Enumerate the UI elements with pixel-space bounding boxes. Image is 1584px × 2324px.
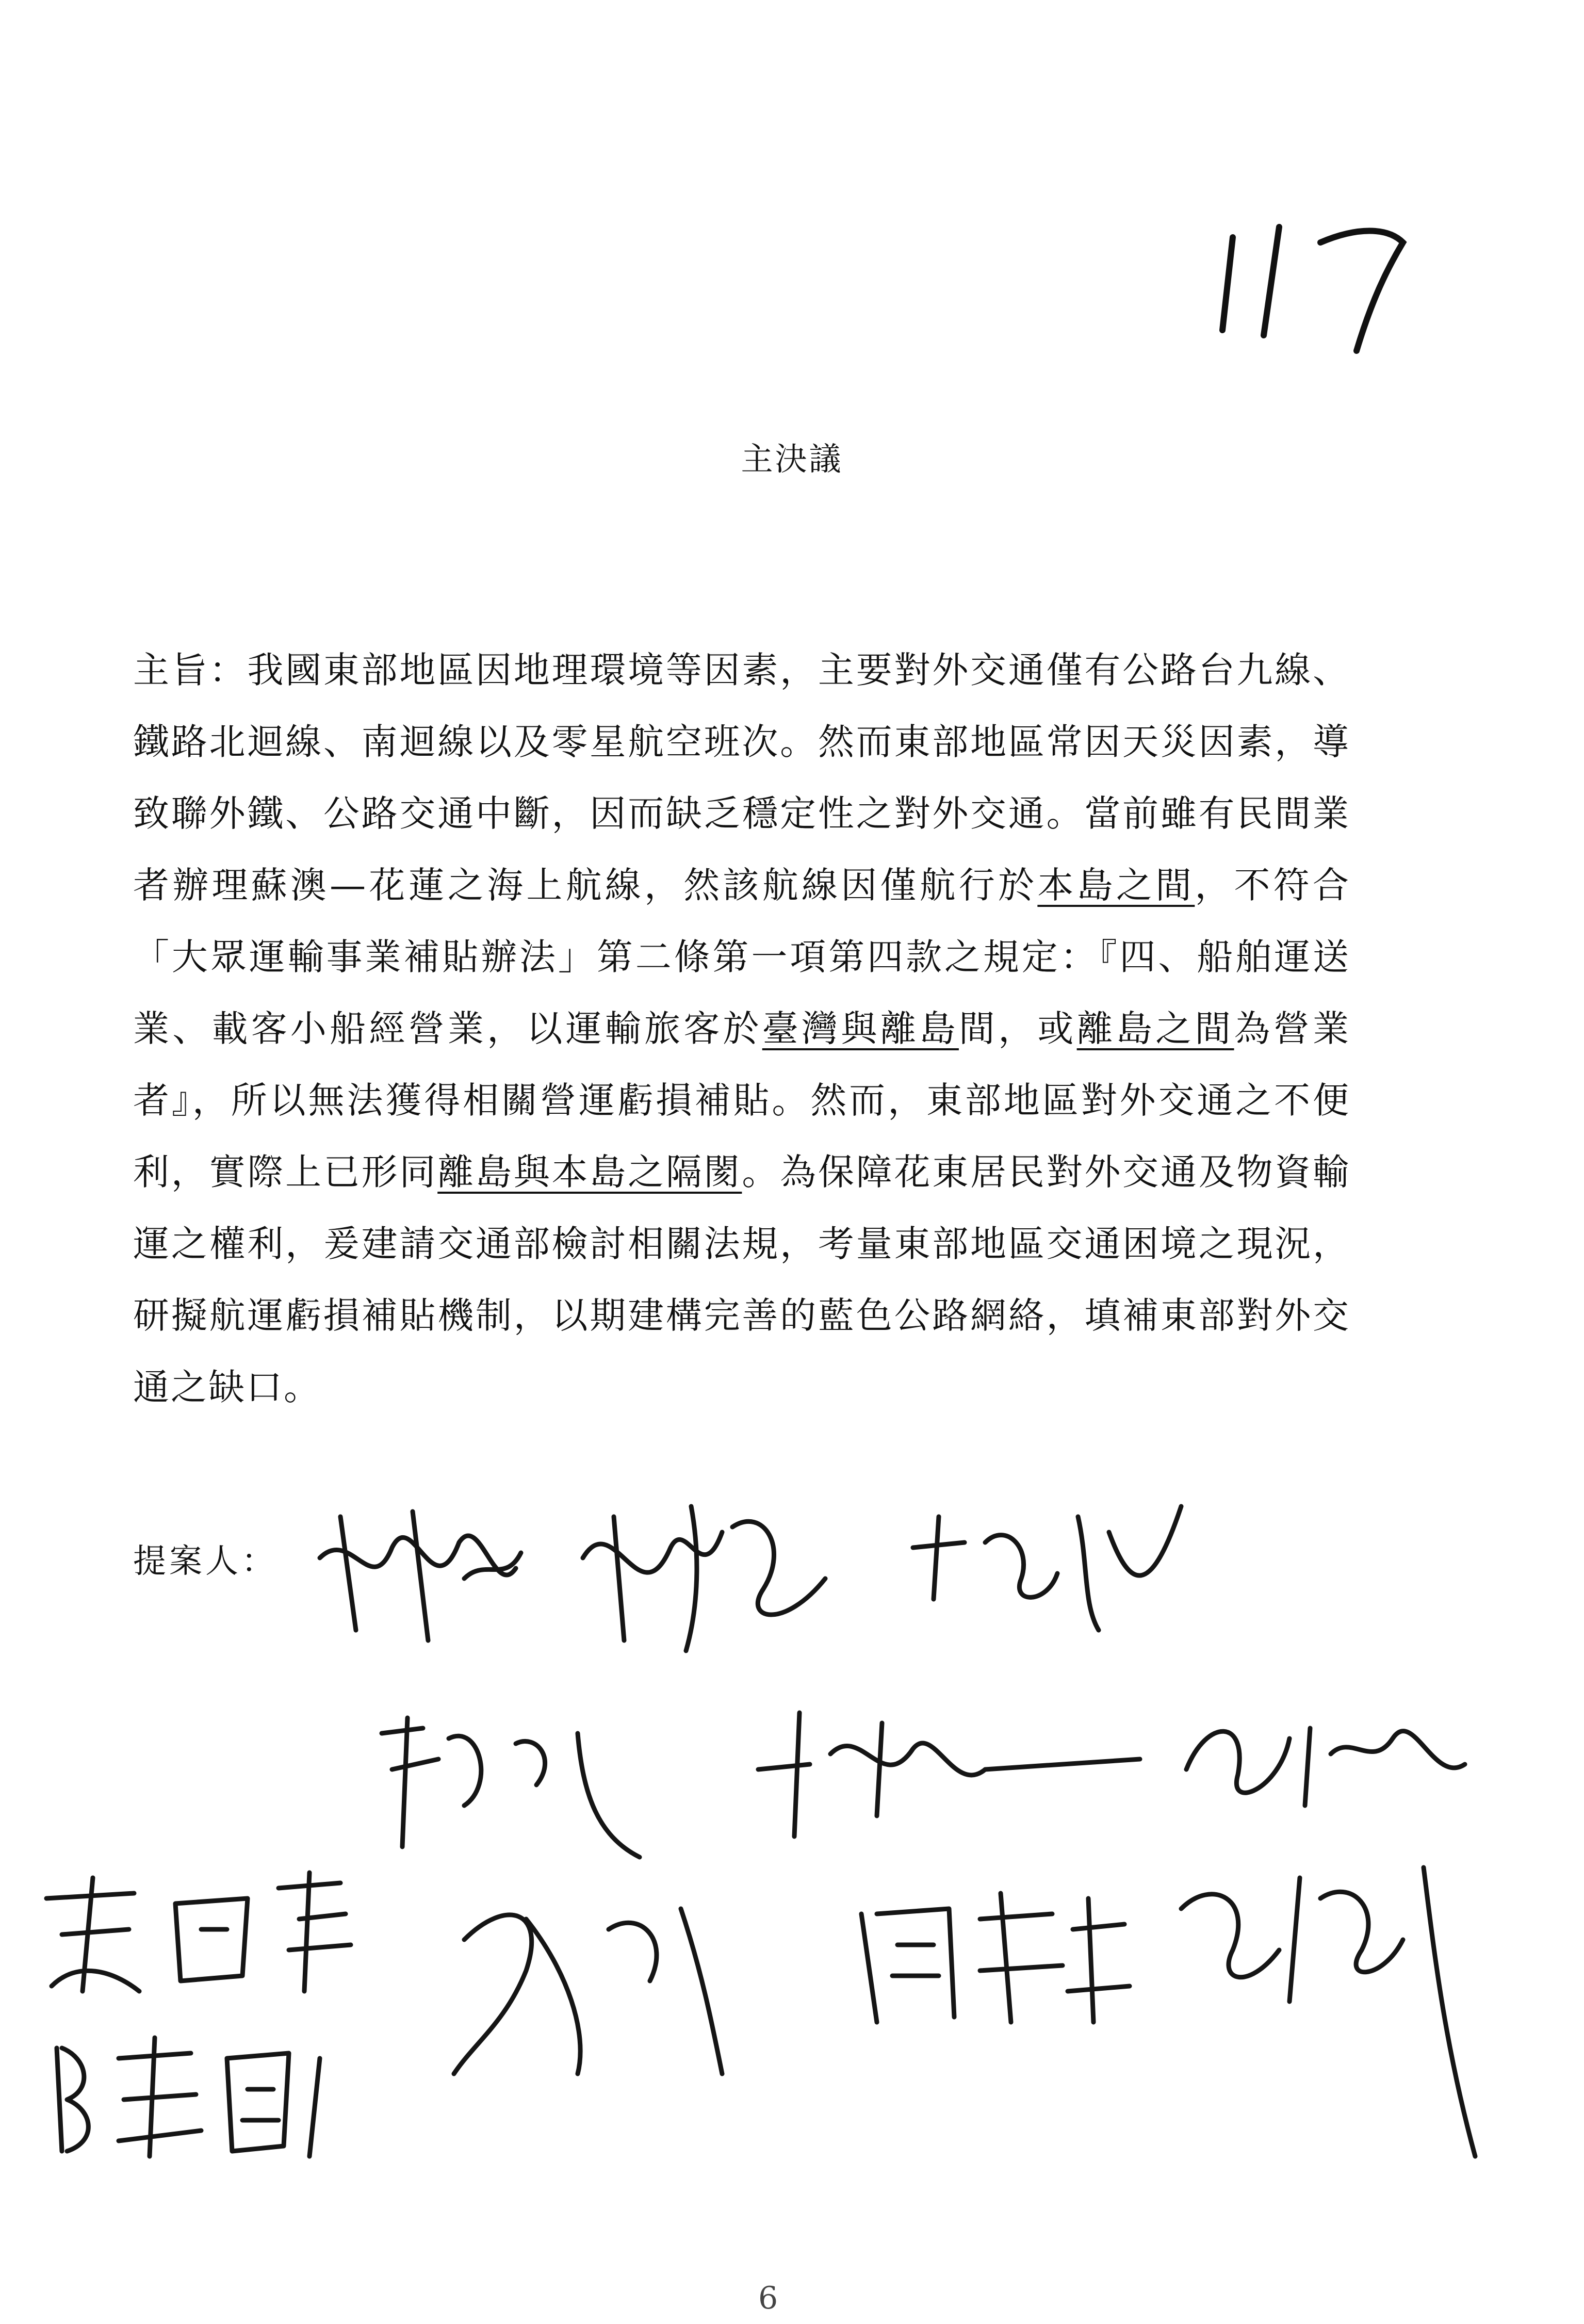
- signature-7: [31, 1857, 361, 2002]
- signature-8: [444, 1867, 743, 2084]
- underlined-phrase: 離島之間: [1076, 1007, 1234, 1050]
- signature-6: [1176, 1687, 1475, 1821]
- document-title: 主決議: [741, 440, 843, 478]
- signature-3: [903, 1486, 1191, 1640]
- body-text-part: 為營業者』，所以無法獲得相關營運虧損補貼。然而，東部地區對外交通之不便利，實際上已形同: [133, 1007, 1351, 1193]
- signature-1: [309, 1496, 526, 1651]
- body-text-part: ，不符合「大眾運輸事業補貼辦法」第二條第一項第四款之規定：『四、船舶運送業、載客小船經營業，以運輸旅客於: [133, 864, 1351, 1050]
- proposer-label: 提案人：: [133, 1542, 277, 1581]
- underlined-phrase: 臺灣與離島: [762, 1007, 959, 1050]
- handwritten-page-number: [1202, 206, 1418, 361]
- signature-2: [567, 1486, 836, 1656]
- signature-11: [41, 2027, 330, 2162]
- signature-10: [1166, 1847, 1485, 2167]
- signature-5: [748, 1692, 1150, 1847]
- body-text-part: 。為保障花東居民對外交通及物資輸運之權利，爰建請交通部檢討相關法規，考量東部地區交通困境之現況，研擬航運虧損補貼機制，以期建構完善的藍色公路網絡，填補東部對外交通之缺口。: [133, 1151, 1351, 1408]
- page-number: 6: [758, 2280, 778, 2316]
- underlined-phrase: 本島之間: [1037, 864, 1195, 906]
- body-text-part: 間，或: [958, 1007, 1077, 1050]
- body-text-part: 主旨：我國東部地區因地理環境等因素，主要對外交通僅有公路台九線、鐵路北迴線、南迴線以及零星航空班次。然而東部地區常因天災因素，導致聯外鐵、公路交通中斷，因而缺乏穩定性之對外交通。當前雖有民間業者辦理蘇澳—花蓮之海上航線，然該航線因僅航行於: [133, 649, 1350, 906]
- resolution-body: [133, 635, 1350, 1423]
- underlined-phrase: 離島與本島之隔閡: [437, 1151, 742, 1193]
- signature-9: [846, 1867, 1135, 2038]
- signature-4: [361, 1702, 650, 1878]
